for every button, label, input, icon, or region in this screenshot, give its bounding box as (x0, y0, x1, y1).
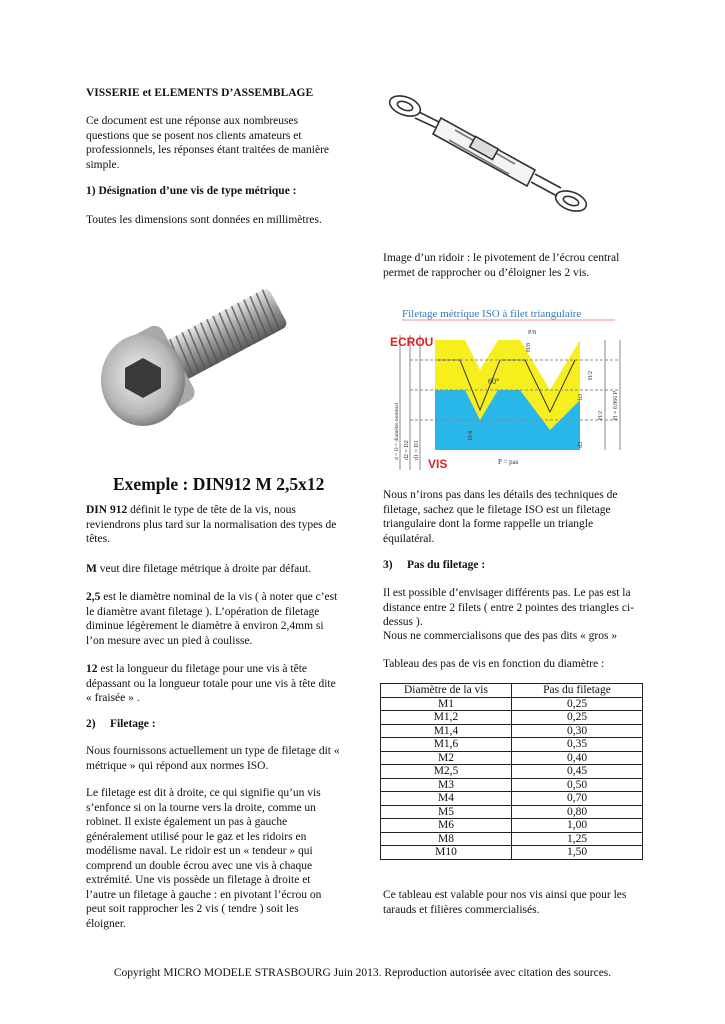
pitch-cell: 0,40 (512, 751, 643, 765)
dim-h2-left: H/2 (588, 371, 594, 380)
table-row (381, 832, 643, 846)
diameter-cell: M2,5 (381, 765, 512, 779)
pitch-cell: 0,50 (512, 778, 643, 792)
turnbuckle-caption: Image d’un ridoir : le pivotement de l’écrou central permet de rapprocher ou d’éloigner les 2 vis. (383, 252, 620, 279)
table-row (381, 711, 643, 725)
table-note: Ce tableau est valable pour nos vis ainsi que pour les tarauds et filières commercialisés. (383, 889, 627, 916)
dim-h4: H/4 (468, 431, 474, 440)
diameter-cell: M1 (381, 697, 512, 711)
table-row (381, 738, 643, 752)
diameter-cell: M1,4 (381, 724, 512, 738)
pitch-cell: 0,25 (512, 697, 643, 711)
diameter-cell: M2 (381, 751, 512, 765)
vis-label: VIS (428, 457, 448, 471)
diameter-paragraph (86, 590, 340, 648)
dim-h2-right: H/2 (598, 411, 604, 420)
dim-nominal: d = D = diamètre nominal (394, 402, 400, 460)
section2-paragraph1: Nous fournissons actuellement un type de filetage dit « métrique » qui répond aux normes ISO. (86, 745, 340, 772)
table-row (381, 846, 643, 860)
pitch-cell: 0,25 (512, 711, 643, 725)
m-code: M (86, 563, 97, 575)
table-header-diameter: Diamètre de la vis (381, 684, 512, 698)
pitch-cell: 1,25 (512, 832, 643, 846)
section1-heading: 1) Désignation d’une vis de type métrique : (86, 185, 297, 197)
diameter-cell: M5 (381, 805, 512, 819)
table-row (381, 724, 643, 738)
dim-d3: d3 (578, 442, 584, 448)
pitch-paragraph: Il est possible d’envisager différents pas. Le pas est la distance entre 2 filets ( entre 2 pointes des triangles ci-dessus ). (383, 587, 634, 628)
pitch-cell: 0,35 (512, 738, 643, 752)
screw-image (88, 270, 298, 440)
copyright-footer: Copyright MICRO MODELE STRASBOURG Juin 2013. Reproduction autorisée avec citation des sources. (113, 967, 612, 979)
length-paragraph (86, 662, 340, 706)
m-description: veut dire filetage métrique à droite par défaut. (96, 563, 312, 575)
din-code: DIN 912 (86, 504, 128, 516)
turnbuckle-image (385, 88, 590, 228)
length-description: est la longueur du filetage pour une vis à tête dépassant ou la longueur totale pour une vis à tête dite « fraisée » . (86, 663, 336, 704)
table-row (381, 805, 643, 819)
diameter-cell: M10 (381, 846, 512, 860)
pitch-table (380, 683, 643, 860)
section1-text: Toutes les dimensions sont données en millimètres. (86, 214, 322, 226)
pitch-cell: 1,50 (512, 846, 643, 860)
diameter-cell: M1,6 (381, 738, 512, 752)
dim-h8: H/8 (526, 343, 532, 352)
ecrou-label: ECROU (390, 335, 434, 349)
pitch-label: P = pas (498, 458, 519, 466)
m-paragraph (86, 562, 346, 577)
pitch-cell: 0,70 (512, 792, 643, 806)
example-title: Exemple : DIN912 M 2,5x12 (113, 474, 325, 494)
angle-label: 60° (488, 377, 500, 386)
pitch-cell: 0,80 (512, 805, 643, 819)
pitch-cell: 0,45 (512, 765, 643, 779)
diameter-cell: M8 (381, 832, 512, 846)
dim-d1: d1 = D1 (414, 440, 420, 460)
gros-paragraph: Nous ne commercialisons que des pas dits « gros » (383, 630, 618, 642)
table-row (381, 765, 643, 779)
intro-paragraph: Ce document est une réponse aux nombreuses questions que se posent nos clients amateurs et professionnels, les réponses étant traitées de manière simple. (86, 115, 330, 171)
iso-paragraph: Nous n’irons pas dans les détails des techniques de filetage, sachez que le filetage ISO est un filetage triangulaire dont la forme rappelle un triangle équilatéral. (383, 489, 618, 545)
section2-paragraph2: Le filetage est dit à droite, ce qui signifie qu’un vis s’enfonce si on la tourne vers la droite, comme un robinet. Il existe également un pas à gauche généralement utilisé pour le gaz et les ridoirs en modélisme naval. Le ridoir est un « tendeur » qui comprend un double écrou avec une vis à chaque extrémité. Une vis possède un filetage à droite et l’autre un filetage à gauche : en pivotant l’écrou on peut soit rapprocher les 2 vis ( tendre ) soit les éloigner. (86, 787, 322, 930)
dim-p8: P/8 (528, 330, 537, 336)
diameter-cell: M3 (381, 778, 512, 792)
section2-heading: 2) Filetage : (86, 718, 156, 730)
iso-thread-diagram (380, 300, 635, 475)
table-row (381, 819, 643, 833)
diagram-title: Filetage métrique ISO à filet triangulaire (402, 308, 582, 320)
length-code: 12 (86, 663, 98, 675)
pitch-cell: 1,00 (512, 819, 643, 833)
table-header-pitch: Pas du filetage (512, 684, 643, 698)
dim-h3: h3 (578, 394, 584, 400)
diameter-cell: M1,2 (381, 711, 512, 725)
din-paragraph (86, 503, 344, 547)
dim-d2: d2 = D2 (404, 440, 410, 460)
diameter-description: est le diamètre nominal de la vis ( à noter que c’est le diamètre avant filetage ). L’opération de filetage diminue légèrement le diamètre à environ 2,4mm si l’on mesure avec un pied à coulisse. (86, 591, 338, 647)
document-title: VISSERIE et ELEMENTS D’ASSEMBLAGE (86, 87, 314, 99)
table-row (381, 697, 643, 711)
table-row (381, 751, 643, 765)
section3-heading: 3) Pas du filetage : (383, 559, 486, 571)
diameter-cell: M4 (381, 792, 512, 806)
table-row (381, 778, 643, 792)
table-row (381, 792, 643, 806)
diameter-cell: M6 (381, 819, 512, 833)
table-header-row (381, 684, 643, 698)
diameter-code: 2,5 (86, 591, 101, 603)
table-caption: Tableau des pas de vis en fonction du diamètre : (383, 658, 605, 670)
din-description: définit le type de tête de la vis, nous reviendrons plus tard sur la normalisation des types de têtes. (86, 504, 337, 545)
pitch-cell: 0,30 (512, 724, 643, 738)
dim-h-total: H = 0,866 P (613, 390, 619, 420)
